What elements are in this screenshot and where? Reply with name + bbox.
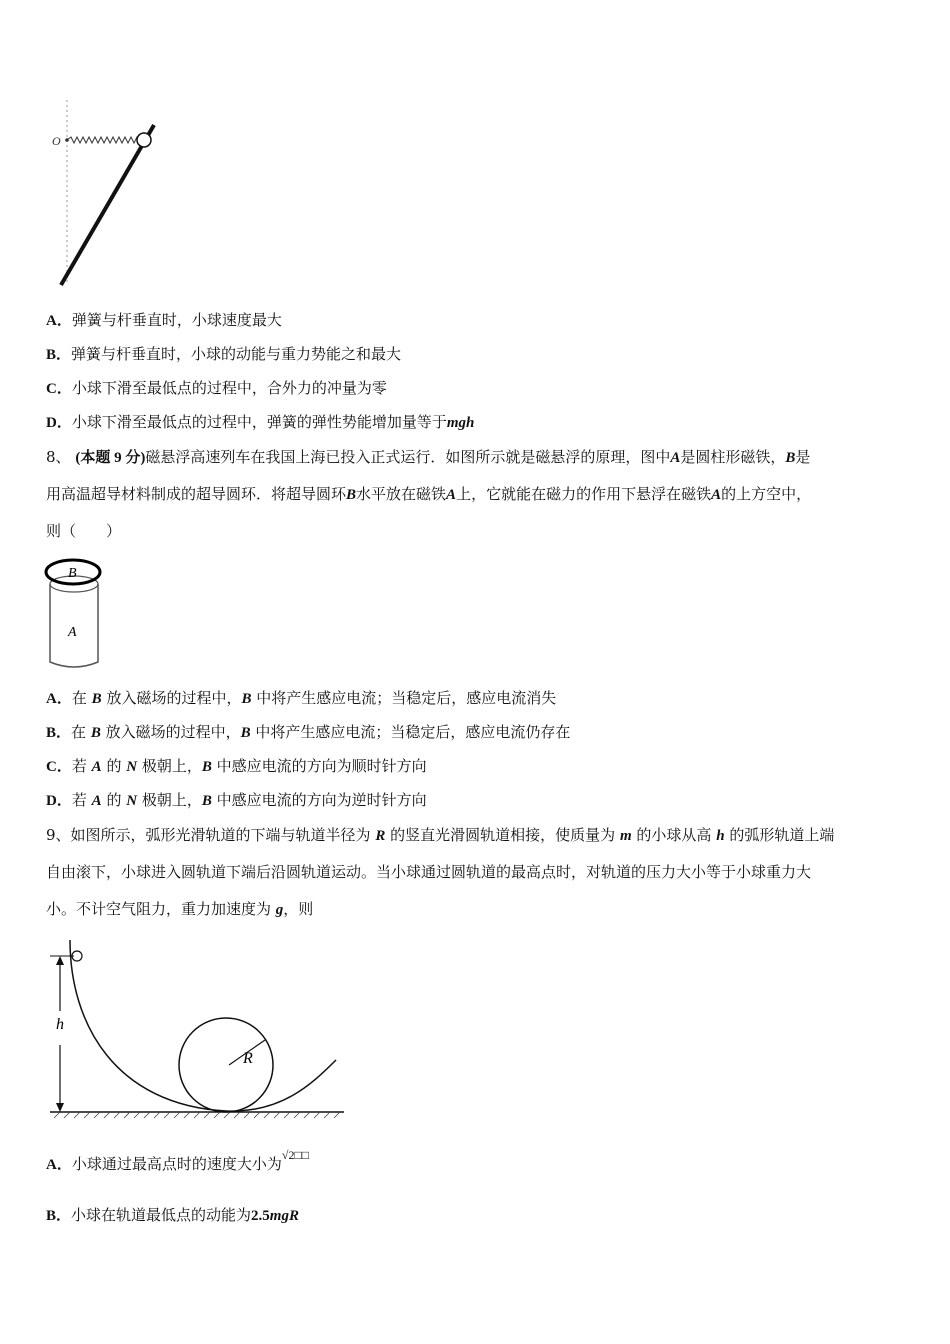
radius-label: R [243,1050,253,1067]
ball [137,133,151,147]
q8-option-b: B．在 B 放入磁场的过程中，B 中将产生感应电流；当稳定后，感应电流仍存在 [46,723,571,741]
q9-option-b: B．小球在轨道最低点的动能为2.5mgR [46,1206,299,1224]
rod [61,125,154,285]
q8-option-a: A．在 B 放入磁场的过程中，B 中将产生感应电流；当稳定后，感应电流消失 [46,689,557,707]
q8-option-c: C．若 A 的 N 极朝上，B 中感应电流的方向为顺时针方向 [46,757,427,775]
q9-stem-line3: 小。不计空气阻力，重力加速度为 g，则 [46,900,314,918]
magnet-label: A [68,625,77,640]
q7-figure [40,95,180,295]
q8-stem-line1: 8、 (本题 9 分)磁悬浮高速列车在我国上海已投入正式运行．如图所示就是磁悬浮的原理，图中A是圆柱形磁铁，B是 [46,448,811,466]
spring [67,137,140,143]
ring-label: B [68,566,77,581]
q8-figure [44,556,104,672]
sqrt-expression: √2□□ [281,1148,309,1162]
q9-stem-line2: 自由滚下，小球进入圆轨道下端后沿圆轨道运动。当小球通过圆轨道的最高点时，对轨道的压力大小等于小球重力大 [46,863,812,881]
q7-option-d: D．小球下滑至最低点的过程中，弹簧的弹性势能增加量等于mgh [46,413,475,431]
q8-option-d: D．若 A 的 N 极朝上，B 中感应电流的方向为逆时针方向 [46,791,427,809]
circular-track [179,1018,273,1112]
height-label: h [56,1016,64,1033]
q7-option-c: C．小球下滑至最低点的过程中，合外力的冲量为零 [46,379,387,397]
q7-option-a: A．弹簧与杆垂直时，小球速度最大 [46,311,282,329]
q9-option-a: A．小球通过最高点时的速度大小为$^{√2□□}$ [46,1148,309,1173]
q8-stem-line3: 则（ ） [46,522,122,540]
arc-track [70,940,336,1111]
q9-stem-line1: 9、如图所示，弧形光滑轨道的下端与轨道半径为 R 的竖直光滑圆轨道相接，使质量为 m 的小球从高 h 的弧形轨道上端 [46,826,835,844]
q9-figure [46,935,351,1125]
q8-stem-line2: 用高温超导材料制成的超导圆环．将超导圆环B水平放在磁铁A上，它就能在磁力的作用下悬浮在磁铁A的上方空中， [46,485,812,503]
q7-option-b: B．弹簧与杆垂直时，小球的动能与重力势能之和最大 [46,345,402,363]
ground-hatching [54,1112,340,1118]
origin-label: O [52,134,61,148]
